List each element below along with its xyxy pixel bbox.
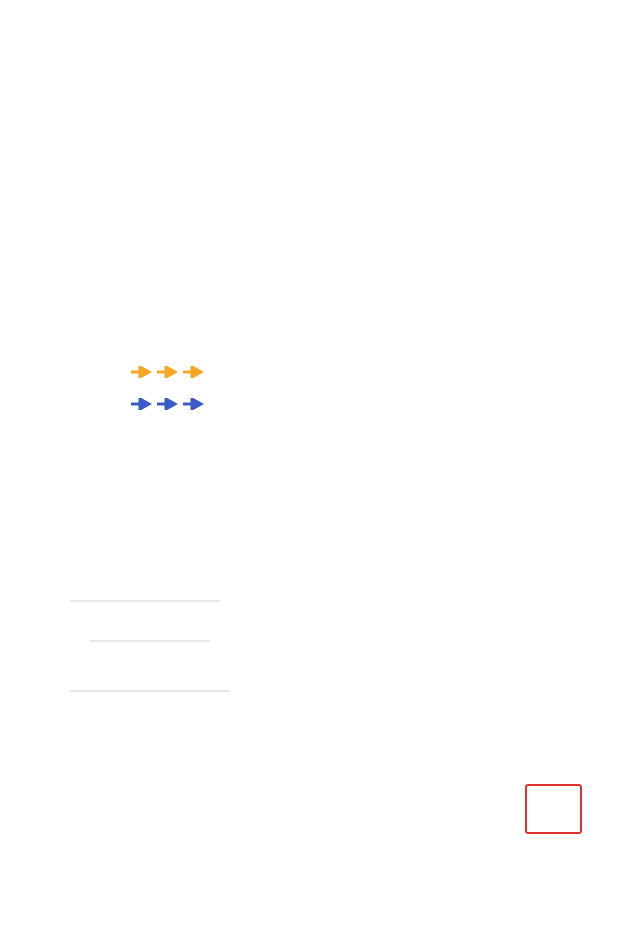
blue-arrow-icon [156, 398, 178, 410]
blue-arrow-icon [182, 398, 204, 410]
route-return-row [128, 394, 206, 412]
faded-mark [90, 640, 210, 642]
blue-arrow-icon [130, 398, 152, 410]
faded-mark [70, 600, 220, 602]
route-outbound-row [56, 362, 206, 380]
orange-arrow-icon [130, 366, 152, 378]
orange-arrow-icon [182, 366, 204, 378]
orange-arrow-icon [156, 366, 178, 378]
faded-mark [70, 690, 230, 692]
office-seal-stamp [525, 784, 582, 834]
